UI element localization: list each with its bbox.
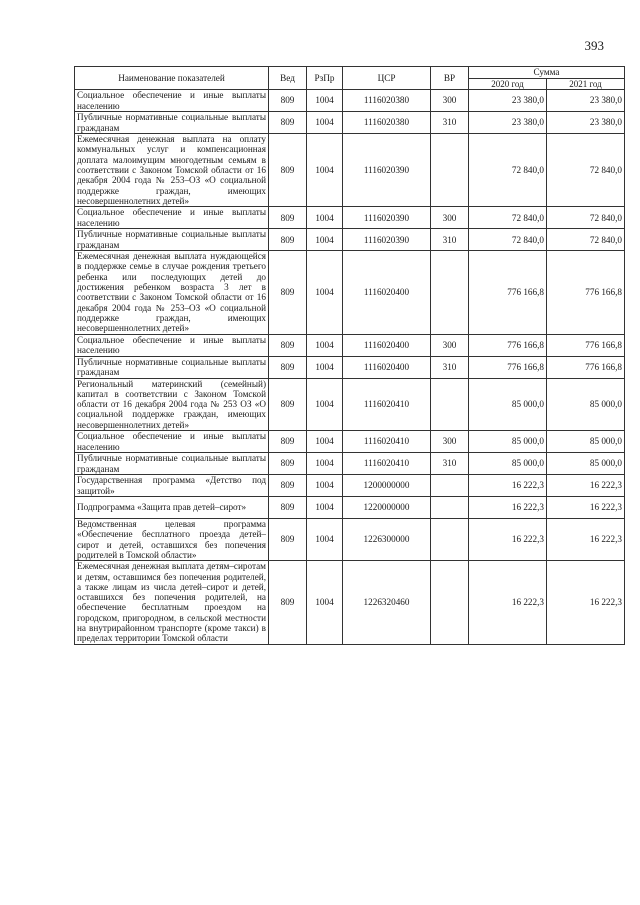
cell-sum-2020: 776 166,8 <box>469 356 547 378</box>
cell-sum-2021: 16 222,3 <box>547 475 625 497</box>
cell-rzpr: 1004 <box>307 519 343 561</box>
cell-csr: 1116020380 <box>343 90 431 112</box>
cell-sum-2021: 23 380,0 <box>547 112 625 134</box>
cell-vr <box>431 378 469 430</box>
cell-csr: 1226300000 <box>343 519 431 561</box>
cell-vr: 310 <box>431 112 469 134</box>
cell-vr: 310 <box>431 229 469 251</box>
cell-sum-2020: 776 166,8 <box>469 334 547 356</box>
cell-sum-2020: 72 840,0 <box>469 207 547 229</box>
cell-rzpr: 1004 <box>307 207 343 229</box>
cell-ved: 809 <box>269 112 307 134</box>
cell-rzpr: 1004 <box>307 356 343 378</box>
table-row <box>75 519 625 561</box>
cell-name: Социальное обеспечение и иные выплаты населению <box>75 431 269 453</box>
cell-sum-2021: 85 000,0 <box>547 378 625 430</box>
cell-ved: 809 <box>269 207 307 229</box>
header-2020: 2020 год <box>469 79 547 90</box>
table-row <box>75 112 625 134</box>
cell-sum-2021: 776 166,8 <box>547 251 625 334</box>
cell-rzpr: 1004 <box>307 561 343 644</box>
table-row <box>75 561 625 644</box>
cell-csr: 1116020390 <box>343 207 431 229</box>
cell-ved: 809 <box>269 497 307 519</box>
cell-rzpr: 1004 <box>307 431 343 453</box>
cell-rzpr: 1004 <box>307 90 343 112</box>
cell-name: Ежемесячная денежная выплата на оплату коммунальных услуг и компенсационная доплата малоимущим многодетным семьям в соответствии с Законом Томской области от 16 декабря 2004 года № 253–ОЗ «О социальной поддержке граждан, имеющих несовершеннолетних детей» <box>75 134 269 207</box>
cell-ved: 809 <box>269 334 307 356</box>
cell-csr: 1116020390 <box>343 134 431 207</box>
cell-csr: 1226320460 <box>343 561 431 644</box>
cell-sum-2020: 23 380,0 <box>469 112 547 134</box>
cell-sum-2020: 16 222,3 <box>469 561 547 644</box>
cell-vr <box>431 134 469 207</box>
header-rzpr: РзПр <box>307 67 343 90</box>
cell-sum-2021: 85 000,0 <box>547 453 625 475</box>
cell-rzpr: 1004 <box>307 453 343 475</box>
table-row <box>75 334 625 356</box>
table-row <box>75 229 625 251</box>
cell-ved: 809 <box>269 251 307 334</box>
cell-vr: 310 <box>431 453 469 475</box>
cell-sum-2020: 776 166,8 <box>469 251 547 334</box>
cell-rzpr: 1004 <box>307 475 343 497</box>
table-row <box>75 378 625 430</box>
cell-name: Публичные нормативные социальные выплаты гражданам <box>75 229 269 251</box>
cell-sum-2021: 16 222,3 <box>547 497 625 519</box>
cell-sum-2020: 16 222,3 <box>469 475 547 497</box>
table-row <box>75 475 625 497</box>
table-row <box>75 431 625 453</box>
cell-csr: 1116020410 <box>343 453 431 475</box>
cell-name: Ежемесячная денежная выплата детям–сиротам и детям, оставшимся без попечения родителей, а также лицам из числа детей–сирот и детей, оставшихся без попечения родителей, на обеспечение бесплатным проездом на городском, пригородном, в сельской местности на внутрирайонном транспорте (кроме такси) в пределах территории Томской области <box>75 561 269 644</box>
cell-name: Ежемесячная денежная выплата нуждающейся в поддержке семье в случае рождения третьего ребенка или последующих детей до достижения ребенком возраста 3 лет в соответствии с Законом Томской области от 16 декабря 2004 года № 253–ОЗ «О социальной поддержке граждан, имеющих несовершеннолетних детей» <box>75 251 269 334</box>
cell-sum-2021: 776 166,8 <box>547 356 625 378</box>
cell-name: Публичные нормативные социальные выплаты гражданам <box>75 356 269 378</box>
table-row <box>75 497 625 519</box>
header-csr: ЦСР <box>343 67 431 90</box>
cell-vr <box>431 475 469 497</box>
cell-vr: 300 <box>431 207 469 229</box>
cell-ved: 809 <box>269 561 307 644</box>
cell-sum-2020: 72 840,0 <box>469 134 547 207</box>
cell-csr: 1116020410 <box>343 378 431 430</box>
table-row <box>75 251 625 334</box>
cell-sum-2021: 23 380,0 <box>547 90 625 112</box>
header-2021: 2021 год <box>547 79 625 90</box>
cell-name: Социальное обеспечение и иные выплаты населению <box>75 90 269 112</box>
cell-rzpr: 1004 <box>307 497 343 519</box>
cell-csr: 1220000000 <box>343 497 431 519</box>
cell-ved: 809 <box>269 356 307 378</box>
cell-ved: 809 <box>269 519 307 561</box>
cell-name: Региональный материнский (семейный) капитал в соответствии с Законом Томской области от 16 декабря 2004 года № 253 ОЗ «О социальной поддержке граждан, имеющих несовершеннолетних детей» <box>75 378 269 430</box>
cell-name: Социальное обеспечение и иные выплаты населению <box>75 334 269 356</box>
cell-sum-2020: 16 222,3 <box>469 497 547 519</box>
budget-table <box>74 66 625 645</box>
table-row <box>75 207 625 229</box>
cell-sum-2021: 72 840,0 <box>547 229 625 251</box>
cell-sum-2020: 85 000,0 <box>469 378 547 430</box>
cell-vr <box>431 251 469 334</box>
cell-sum-2020: 16 222,3 <box>469 519 547 561</box>
cell-name: Ведомственная целевая программа «Обеспечение бесплатного проезда детей–сирот и детей, оставшихся без попечения родителей в Томской области» <box>75 519 269 561</box>
cell-sum-2021: 72 840,0 <box>547 207 625 229</box>
cell-vr: 300 <box>431 334 469 356</box>
table-row <box>75 134 625 207</box>
cell-csr: 1116020410 <box>343 431 431 453</box>
cell-sum-2021: 85 000,0 <box>547 431 625 453</box>
cell-sum-2021: 16 222,3 <box>547 519 625 561</box>
cell-vr <box>431 519 469 561</box>
cell-csr: 1116020400 <box>343 334 431 356</box>
cell-ved: 809 <box>269 453 307 475</box>
cell-csr: 1116020400 <box>343 356 431 378</box>
cell-name: Социальное обеспечение и иные выплаты населению <box>75 207 269 229</box>
table-row <box>75 90 625 112</box>
cell-rzpr: 1004 <box>307 251 343 334</box>
header-sum: Сумма <box>469 67 625 79</box>
cell-rzpr: 1004 <box>307 378 343 430</box>
cell-rzpr: 1004 <box>307 112 343 134</box>
cell-sum-2020: 85 000,0 <box>469 453 547 475</box>
cell-vr: 300 <box>431 90 469 112</box>
header-ved: Вед <box>269 67 307 90</box>
cell-rzpr: 1004 <box>307 229 343 251</box>
cell-ved: 809 <box>269 134 307 207</box>
header-vr: ВР <box>431 67 469 90</box>
cell-rzpr: 1004 <box>307 334 343 356</box>
cell-csr: 1116020400 <box>343 251 431 334</box>
cell-sum-2021: 72 840,0 <box>547 134 625 207</box>
cell-vr: 310 <box>431 356 469 378</box>
cell-csr: 1200000000 <box>343 475 431 497</box>
cell-name: Публичные нормативные социальные выплаты гражданам <box>75 112 269 134</box>
cell-name: Публичные нормативные социальные выплаты гражданам <box>75 453 269 475</box>
cell-sum-2020: 72 840,0 <box>469 229 547 251</box>
cell-csr: 1116020390 <box>343 229 431 251</box>
cell-vr <box>431 497 469 519</box>
cell-vr <box>431 561 469 644</box>
cell-sum-2021: 776 166,8 <box>547 334 625 356</box>
cell-sum-2021: 16 222,3 <box>547 561 625 644</box>
cell-ved: 809 <box>269 229 307 251</box>
table-row <box>75 453 625 475</box>
cell-ved: 809 <box>269 378 307 430</box>
cell-sum-2020: 85 000,0 <box>469 431 547 453</box>
cell-sum-2020: 23 380,0 <box>469 90 547 112</box>
cell-ved: 809 <box>269 431 307 453</box>
table-row <box>75 356 625 378</box>
cell-name: Государственная программа «Детство под защитой» <box>75 475 269 497</box>
cell-ved: 809 <box>269 475 307 497</box>
header-name: Наименование показателей <box>75 67 269 90</box>
cell-csr: 1116020380 <box>343 112 431 134</box>
cell-name: Подпрограмма «Защита прав детей–сирот» <box>75 497 269 519</box>
page-number: 393 <box>584 38 604 53</box>
cell-ved: 809 <box>269 90 307 112</box>
cell-rzpr: 1004 <box>307 134 343 207</box>
cell-vr: 300 <box>431 431 469 453</box>
